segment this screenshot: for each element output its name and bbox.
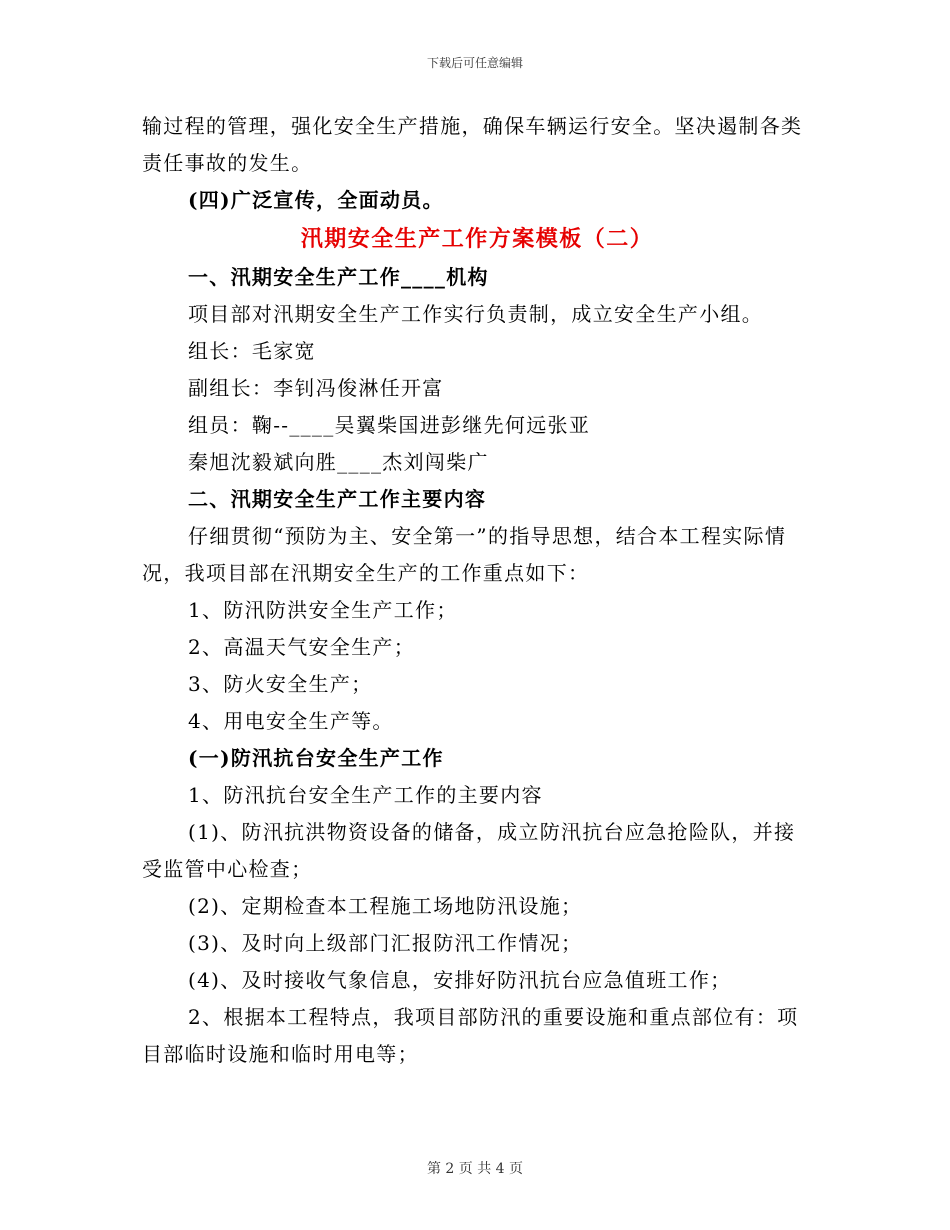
paragraph: 秦旭沈毅斌向胜____杰刘闯柴广 <box>188 450 489 474</box>
paragraph: 项目部对汛期安全生产工作实行负责制，成立安全生产小组。 <box>188 302 764 326</box>
paragraph: (1)、防汛抗洪物资设备的储备，成立防汛抗台应急抢险队，并接受监管中心检查； <box>142 820 796 881</box>
page-header: 下载后可任意编辑 <box>426 56 523 70</box>
paragraph: 2、根据本工程特点，我项目部防汛的重要设施和重点部位有：项目部临时设施和临时用电等； <box>142 1005 799 1066</box>
list-item: 2、高温天气安全生产； <box>188 635 416 659</box>
paragraph: (2)、定期检查本工程施工场地防汛设施； <box>188 894 583 918</box>
paragraph: 组长：毛家宽 <box>188 339 316 363</box>
paragraph: (4)、及时接收气象信息，安排好防汛抗台应急值班工作； <box>188 968 732 992</box>
page-footer: 第 2 页 共 4 页 <box>426 1161 524 1177</box>
list-item: 3、防火安全生产； <box>188 672 373 696</box>
paragraph: 副组长：李钊冯俊淋任开富 <box>188 376 444 400</box>
paragraph: (3)、及时向上级部门汇报防汛工作情况； <box>188 931 583 955</box>
paragraph: 1、防汛抗台安全生产工作的主要内容 <box>188 783 543 807</box>
paragraph: 组员：鞠--____吴翼柴国进彭继先何远张亚 <box>188 413 591 437</box>
paragraph: 仔细贯彻“预防为主、安全第一”的指导思想，结合本工程实际情况，我项目部在汛期安全生产的工作重点如下： <box>142 524 787 585</box>
list-item: 4、用电安全生产等。 <box>188 709 394 733</box>
section-heading: (一)防汛抗台安全生产工作 <box>188 746 444 770</box>
section-heading: (四)广泛宣传，全面动员。 <box>188 188 444 212</box>
section-heading: 二、汛期安全生产工作主要内容 <box>188 487 487 511</box>
document-body <box>142 108 812 1073</box>
paragraph: 输过程的管理，强化安全生产措施，确保车辆运行安全。坚决遏制各类责任事故的发生。 <box>142 114 803 175</box>
section-heading: 一、汛期安全生产工作____机构 <box>188 265 489 289</box>
document-title: 汛期安全生产工作方案模板（二） <box>300 226 654 252</box>
list-item: 1、防汛防洪安全生产工作； <box>188 598 458 622</box>
